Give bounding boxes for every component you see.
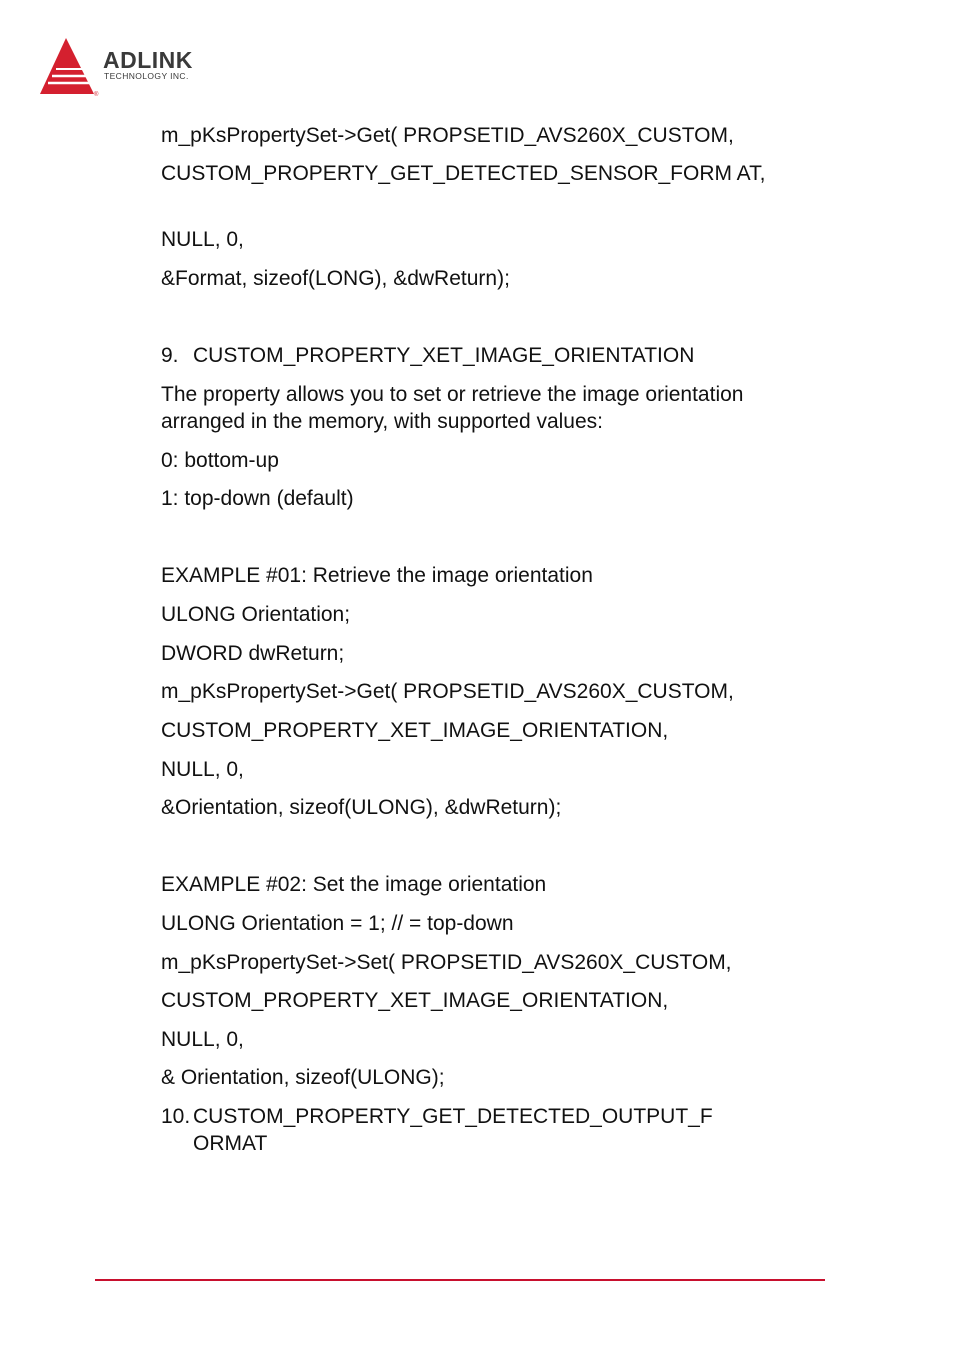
value-line: 0: bottom-up [161, 449, 279, 472]
code-line: NULL, 0, [161, 758, 244, 781]
item-title: CUSTOM_PROPERTY_GET_DETECTED_OUTPUT_F ORMAT [193, 1105, 713, 1155]
brand-name: ADLINK [103, 47, 193, 73]
code-line: &Format, sizeof(LONG), &dwReturn); [161, 267, 510, 290]
code-line: ULONG Orientation = 1; // = top-down [161, 912, 514, 935]
code-line: DWORD dwReturn; [161, 642, 345, 665]
code-line: ULONG Orientation; [161, 603, 351, 626]
brand-subtitle: TECHNOLOGY INC. [104, 71, 189, 81]
value-line: 1: top-down (default) [161, 487, 354, 510]
code-line: NULL, 0, [161, 228, 244, 251]
code-line: CUSTOM_PROPERTY_XET_IMAGE_ORIENTATION, [161, 989, 669, 1012]
code-line: NULL, 0, [161, 1028, 244, 1051]
item-number: 9. [161, 344, 179, 367]
svg-text:®: ® [94, 92, 99, 98]
item-title: CUSTOM_PROPERTY_XET_IMAGE_ORIENTATION [193, 344, 695, 367]
code-line: CUSTOM_PROPERTY_XET_IMAGE_ORIENTATION, [161, 719, 669, 742]
code-line: m_pKsPropertySet->Get( PROPSETID_AVS260X_CUSTOM, [161, 124, 734, 147]
code-line: CUSTOM_PROPERTY_GET_DETECTED_SENSOR_FORM AT, [161, 162, 766, 185]
adlink-logo [38, 36, 238, 100]
adlink-triangle-icon [38, 36, 104, 98]
footer-divider [95, 1279, 825, 1281]
code-line: & Orientation, sizeof(ULONG); [161, 1066, 445, 1089]
example-title: EXAMPLE #01: Retrieve the image orientation [161, 564, 593, 587]
item-number: 10. [161, 1105, 191, 1128]
code-line: m_pKsPropertySet->Get( PROPSETID_AVS260X_CUSTOM, [161, 680, 734, 703]
description-paragraph: The property allows you to set or retrieve the image orientation arranged in the memory, with supported values: [161, 383, 744, 433]
example-title: EXAMPLE #02: Set the image orientation [161, 873, 547, 896]
code-line: &Orientation, sizeof(ULONG), &dwReturn); [161, 796, 562, 819]
code-line: m_pKsPropertySet->Set( PROPSETID_AVS260X_CUSTOM, [161, 951, 732, 974]
